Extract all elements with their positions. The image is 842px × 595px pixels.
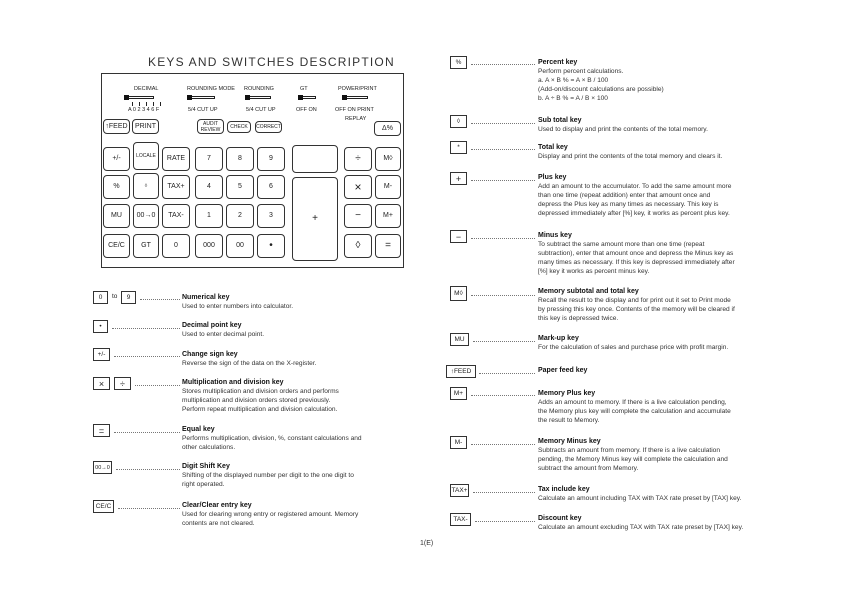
divide-button[interactable]: ÷ (344, 147, 372, 171)
key-7[interactable]: 7 (195, 147, 223, 171)
rate-button[interactable]: RATE (162, 147, 190, 171)
tax-plus-button[interactable]: TAX+ (162, 175, 190, 199)
gt-switch-label: GT (300, 86, 308, 92)
tax-minus-button[interactable]: TAX- (162, 204, 190, 228)
page-title: KEYS AND SWITCHES DESCRIPTION (148, 55, 395, 69)
decimal-switch-knob (124, 95, 129, 100)
locale-button[interactable]: LOCALE (133, 142, 159, 170)
discount-key-title: Discount key (538, 515, 582, 522)
key-3[interactable]: 3 (257, 204, 285, 228)
equal-button[interactable]: = (375, 234, 401, 258)
key-4[interactable]: 4 (195, 175, 223, 199)
equal-key-box: = (93, 424, 110, 437)
minus-desc-2: subtraction), enter that amount once and depress the Minus key as (538, 250, 734, 257)
memory-minus-desc-3: subtract the amount from Memory. (538, 465, 639, 472)
percent-key-box: % (450, 56, 467, 69)
memory-plus-button[interactable]: M+ (375, 204, 401, 228)
clear-key-desc-2: contents are not cleared. (182, 520, 255, 527)
memory-subtotal-key-box: M◊ (450, 286, 467, 301)
minus-button[interactable]: − (344, 204, 372, 228)
page-number: 1(E) (420, 540, 434, 547)
total-key-box: * (450, 141, 467, 154)
divide-key-box: ÷ (114, 377, 131, 390)
grand-total-button[interactable]: GT (133, 234, 159, 258)
minus-desc-4: [%] key it works as percent minus key. (538, 268, 650, 275)
plus-key-title: Plus key (538, 174, 567, 181)
minus-desc-3: many times as necessary. If this key is depressed immediately after (538, 259, 735, 266)
clear-key-box: CE/C (93, 500, 114, 513)
plus-desc-2: than one time (repeat addition) enter that amount once and (538, 192, 711, 199)
plus-desc-4: depressed immediately after [%] key, it works as percent plus key. (538, 210, 730, 217)
percent-key-title: Percent key (538, 59, 578, 66)
equal-key-desc-2: other calculations. (182, 444, 236, 451)
numerical-key-title: Numerical key (182, 294, 230, 301)
power-scale: OFF ON PRINT (335, 107, 374, 113)
key-2[interactable]: 2 (226, 204, 254, 228)
decimal-key-desc: Used to enter decimal point. (182, 331, 265, 338)
paper-feed-key-title: Paper feed key (538, 367, 588, 374)
digit-shift-button[interactable]: 00→0 (133, 204, 159, 228)
discount-key-box: TAX- (450, 513, 471, 526)
markup-button[interactable]: MU (103, 204, 130, 228)
memory-plus-key-box: M+ (450, 387, 467, 400)
change-sign-key-title: Change sign key (182, 351, 238, 358)
key-0-box: 0 (93, 291, 108, 304)
memory-plus-desc-2: the Memory plus key will complete the calculation and accumulate (538, 408, 731, 415)
plus-desc-3: depress the Plus key as many times as necessary. This key is (538, 201, 719, 208)
subtotal-key-desc: Used to display and print the contents of the total memory. (538, 126, 708, 133)
digit-shift-key-title: Digit Shift Key (182, 463, 230, 470)
memory-subtotal-desc-2: by pressing this key once. Contents of the memory will be cleared if (538, 306, 735, 313)
markup-key-box: MU (450, 333, 469, 346)
memory-minus-desc-2: pending, the Memory Minus key will complete the calculation and (538, 456, 728, 463)
multiply-button[interactable]: × (344, 175, 372, 199)
plus-button[interactable]: + (292, 177, 338, 261)
mul-div-desc-3: Perform repeat multiplication and division calculation. (182, 406, 338, 413)
delta-percent-button[interactable]: Δ% (374, 121, 401, 136)
correct-button[interactable]: CORRECT (255, 121, 282, 133)
paper-feed-key-box: ↑FEED (446, 365, 476, 378)
replay-label: REPLAY (345, 116, 367, 122)
decimal-key-title: Decimal point key (182, 322, 242, 329)
memory-minus-desc-1: Subtracts an amount from memory. If there is a live calculation (538, 447, 721, 454)
sub-total-button[interactable]: ◊ (133, 173, 159, 199)
percent-desc-2: a. A × B % = A × B / 100 (538, 77, 609, 84)
clear-entry-button[interactable]: CE/C (103, 234, 130, 258)
key-1[interactable]: 1 (195, 204, 223, 228)
total-key-desc: Display and print the contents of the total memory and clears it. (538, 153, 723, 160)
audit-review-button[interactable]: AUDIT REVIEW (197, 119, 224, 134)
key-9-box: 9 (121, 291, 136, 304)
print-button[interactable]: PRINT (132, 119, 159, 134)
key-000[interactable]: 000 (195, 234, 223, 258)
total-button[interactable]: ◊ (344, 234, 372, 258)
memory-subtotal-button[interactable]: M◊ (375, 147, 401, 171)
percent-button[interactable]: % (103, 175, 130, 199)
to-label: to (112, 293, 118, 300)
decimal-point-button[interactable]: • (257, 234, 285, 258)
rounding-label: ROUNDING (244, 86, 274, 92)
mul-div-desc-1: Stores multiplication and division orders and performs (182, 388, 339, 395)
change-sign-key-desc: Reverse the sign of the data on the X-register. (182, 360, 317, 367)
memory-subtotal-desc-1: Recall the result to the display and for print out it set to Print mode (538, 297, 731, 304)
keyboard-panel (101, 73, 404, 268)
tax-include-key-box: TAX+ (450, 484, 469, 497)
memory-plus-key-title: Memory Plus key (538, 390, 596, 397)
percent-desc-3: (Add-on/discount calculations are possible) (538, 86, 664, 93)
mul-div-key-title: Multiplication and division key (182, 379, 284, 386)
equal-key-title: Equal key (182, 426, 215, 433)
subtotal-key-title: Sub total key (538, 117, 582, 124)
memory-minus-button[interactable]: M- (375, 175, 401, 199)
rounding-mode-label: ROUNDING MODE (187, 86, 235, 92)
clear-key-desc-1: Used for clearing wrong entry or registered amount. Memory (182, 511, 359, 518)
memory-plus-desc-3: the result to Memory. (538, 417, 600, 424)
display-window (292, 145, 338, 173)
clear-key-title: Clear/Clear entry key (182, 502, 252, 509)
minus-key-box: − (450, 230, 467, 243)
digit-shift-desc-1: Shifting of the displayed number per digit to the one digit to (182, 472, 354, 479)
memory-subtotal-key-title: Memory subtotal and total key (538, 288, 639, 295)
memory-subtotal-desc-3: this key is depressed twice. (538, 315, 619, 322)
key-00[interactable]: 00 (226, 234, 254, 258)
total-key-title: Total key (538, 144, 568, 151)
multiply-key-box: × (93, 377, 110, 390)
check-button[interactable]: CHECK (227, 121, 251, 133)
numerical-key-desc: Used to enter numbers into calculator. (182, 303, 294, 310)
mul-div-desc-2: multiplication and division orders stored previously. (182, 397, 331, 404)
decimal-switch-label: DECIMAL (134, 86, 159, 92)
decimal-scale: A 0 2 3 4 6 F (128, 107, 160, 113)
plus-desc-1: Add an amount to the accumulator. To add the same amount more (538, 183, 732, 190)
markup-key-desc: For the calculation of sales and purchase price with profit margin. (538, 344, 729, 351)
minus-desc-1: To subtract the same amount more than one time (repeat (538, 241, 705, 248)
gt-scale: OFF ON (296, 107, 317, 113)
digit-shift-desc-2: right operated. (182, 481, 225, 488)
key-0[interactable]: 0 (162, 234, 190, 258)
key-9[interactable]: 9 (257, 147, 285, 171)
percent-desc-1: Perform percent calculations. (538, 68, 624, 75)
minus-key-title: Minus key (538, 232, 572, 239)
memory-plus-desc-1: Adds an amount to memory. If there is a live calculation pending, (538, 399, 727, 406)
memory-minus-key-title: Memory Minus key (538, 438, 601, 445)
equal-key-desc-1: Performs multiplication, division, %, constant calculations and (182, 435, 362, 442)
tax-include-key-title: Tax include key (538, 486, 590, 493)
discount-key-desc: Calculate an amount excluding TAX with TAX rate preset by [TAX] key. (538, 524, 744, 531)
key-6[interactable]: 6 (257, 175, 285, 199)
percent-desc-4: b. A ÷ B % = A / B × 100 (538, 95, 608, 102)
key-5[interactable]: 5 (226, 175, 254, 199)
subtotal-key-box: ◊ (450, 115, 467, 128)
digit-shift-key-box: 00→0 (93, 461, 112, 474)
plus-key-box: + (450, 172, 467, 185)
tax-include-key-desc: Calculate an amount including TAX with TAX rate preset by [TAX] key. (538, 495, 742, 502)
change-sign-button[interactable]: +/- (103, 147, 130, 171)
rounding-mode-scale: 5/4 CUT UP (188, 107, 218, 113)
memory-minus-key-box: M- (450, 436, 467, 449)
power-switch-label: POWER/PRINT (338, 86, 377, 92)
decimal-key-box: • (93, 320, 108, 333)
markup-key-title: Mark-up key (538, 335, 579, 342)
key-8[interactable]: 8 (226, 147, 254, 171)
paper-feed-button[interactable]: ↑FEED (103, 119, 130, 134)
rounding-scale: 5/4 CUT UP (246, 107, 276, 113)
change-sign-key-box: +/- (93, 348, 110, 361)
